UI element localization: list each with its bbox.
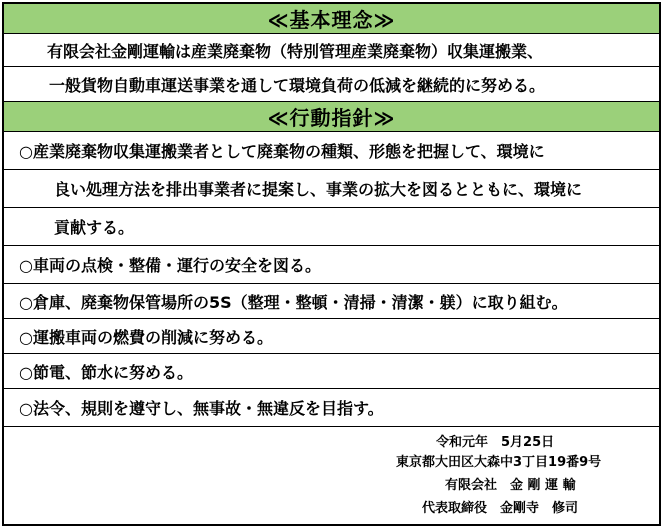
philosophy-heading: ≪基本理念≫ xyxy=(4,4,659,34)
guideline-line-6: ○運搬車両の燃費の削減に努める。 xyxy=(4,319,659,354)
guideline-line-5: ○倉庫、廃棄物保管場所の5S（整理・整頓・清掃・清潔・躾）に取り組む。 xyxy=(4,284,659,319)
signature-block xyxy=(4,427,659,524)
guidelines-heading: ≪行動指針≫ xyxy=(4,102,659,132)
guideline-line-3: 貢献する。 xyxy=(4,208,659,246)
philosophy-line-1: 有限会社金剛運輸は産業廃棄物（特別管理産業廃棄物）収集運搬業、 xyxy=(4,34,659,67)
guideline-line-8: ○法令、規則を遵守し、無事故・無違反を目指す。 xyxy=(4,389,659,427)
policy-sheet xyxy=(2,2,661,526)
guideline-line-7: ○節電、節水に努める。 xyxy=(4,354,659,389)
company-address: 東京都大田区大森中3丁目19番9号 xyxy=(396,455,602,470)
philosophy-line-2: 一般貨物自動車運送事業を通して環境負荷の低減を継続的に努める。 xyxy=(4,67,659,102)
company-name: 有限会社 金 剛 運 輸 xyxy=(445,478,576,493)
issue-date: 令和元年 5月25日 xyxy=(436,435,555,450)
guideline-line-1: ○産業廃棄物収集運搬業者として廃棄物の種類、形態を把握して、環境に xyxy=(4,132,659,170)
guideline-line-4: ○車両の点検・整備・運行の安全を図る。 xyxy=(4,246,659,284)
guideline-line-2: 良い処理方法を排出事業者に提案し、事業の拡大を図るとともに、環境に xyxy=(4,170,659,208)
representative-name: 代表取締役 金剛寺 修司 xyxy=(422,501,579,516)
